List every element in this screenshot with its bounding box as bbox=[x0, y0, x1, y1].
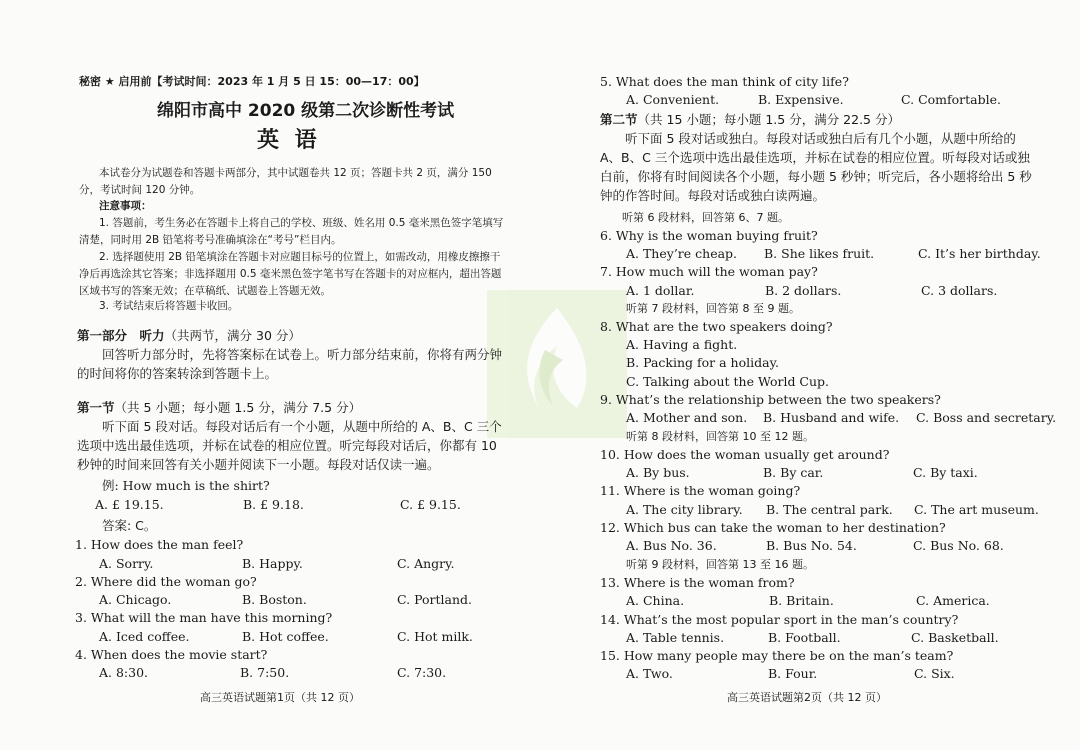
q12-option-a: A. Bus No. 36. bbox=[626, 538, 717, 553]
section1-title bbox=[77, 398, 361, 416]
q13-option-a: A. China. bbox=[626, 593, 685, 608]
q6-option-a: A. They’re cheap. bbox=[626, 246, 738, 261]
q8-option-a: A. Having a fight. bbox=[626, 337, 738, 352]
q7-option-a: A. 1 dollar. bbox=[626, 283, 695, 298]
material-9-note: 听第 9 段材料，回答第 13 至 16 题。 bbox=[626, 558, 814, 571]
q15-option-a: A. Two. bbox=[626, 666, 673, 681]
q14-option-c: C. Basketball. bbox=[911, 630, 999, 645]
q5-option-c: C. Comfortable. bbox=[901, 92, 1001, 107]
q2-option-a: A. Chicago. bbox=[99, 592, 172, 607]
q1-option-b: B. Happy. bbox=[242, 556, 303, 571]
intro-text: 本试卷分为试题卷和答题卡两部分，其中试题卷共 12 页；答题卡共 2 页，满分 150 分，考试时间 120 分钟。 bbox=[79, 167, 492, 196]
q11-option-a: A. The city library. bbox=[626, 502, 743, 517]
section2-instruction: 听下面 5 段对话或独白。每段对话或独白后有几个小题，从题中所给的 A、B、C 三个选项中选出最佳选项，并标在试卷的相应位置。听每段对话或独白前，你将有时间阅读各个小题，每小题 5 秒钟；听完后，各小题将给出 5 秒钟的作答时间。每段对话或独白读两遍。 bbox=[600, 131, 1032, 203]
q13-option-c: C. America. bbox=[916, 593, 990, 608]
question-9: 9. What’s the relationship between the two speakers? bbox=[600, 392, 941, 407]
q14-option-b: B. Football. bbox=[768, 630, 841, 645]
q9-option-a: A. Mother and son. bbox=[626, 410, 748, 425]
question-11: 11. Where is the woman going? bbox=[600, 483, 801, 498]
left-page bbox=[75, 0, 510, 750]
q1-option-c: C. Angry. bbox=[397, 556, 455, 571]
q9-option-c: C. Boss and secretary. bbox=[916, 410, 1057, 425]
example-answer: 答案: C。 bbox=[102, 518, 157, 533]
material-6-note: 听第 6 段材料，回答第 6、7 题。 bbox=[622, 211, 789, 224]
example-option-b: B. £ 9.18. bbox=[243, 497, 304, 512]
example-question: 例: How much is the shirt? bbox=[102, 478, 270, 493]
question-7: 7. How much will the woman pay? bbox=[600, 264, 818, 279]
question-10: 10. How does the woman usually get around? bbox=[600, 447, 890, 462]
note-1: 1. 答题前，考生务必在答题卡上将自己的学校、班级、姓名用 0.5 毫米黑色签字笔填写清楚，同时用 2B 铅笔将考号准确填涂在“考号”栏目内。 bbox=[79, 217, 504, 246]
q2-option-c: C. Portland. bbox=[397, 592, 472, 607]
question-3: 3. What will the man have this morning? bbox=[75, 610, 333, 625]
section2-title-bold: 第二节 bbox=[600, 112, 638, 127]
section1-instruction: 听下面 5 段对话。每段对话后有一个小题，从题中所给的 A、B、C 三个选项中选出最佳选项，并标在试卷的相应位置。听完每段对话后，你都有 10 秒钟的时间来回答有关小题并阅读下一小题。每段对话仅读一遍。 bbox=[77, 419, 502, 472]
right-page bbox=[600, 0, 1057, 750]
note-3: 3. 考试结束后将答题卡收回。 bbox=[99, 300, 239, 312]
question-8: 8. What are the two speakers doing? bbox=[600, 319, 833, 334]
section1-title-bold: 第一节 bbox=[77, 400, 115, 415]
section2-title-rest: （共 15 小题；每小题 1.5 分，满分 22.5 分） bbox=[637, 112, 900, 127]
q7-option-b: B. 2 dollars. bbox=[765, 283, 842, 298]
q7-option-c: C. 3 dollars. bbox=[921, 283, 998, 298]
question-4: 4. When does the movie start? bbox=[75, 647, 268, 662]
q5-option-b: B. Expensive. bbox=[758, 92, 844, 107]
q10-option-a: A. By bus. bbox=[626, 465, 690, 480]
part1-instruction: 回答听力部分时，先将答案标在试卷上。听力部分结束前，你将有两分钟的时间将你的答案转涂到答题卡上。 bbox=[77, 347, 503, 381]
example-option-c: C. £ 9.15. bbox=[400, 497, 461, 512]
q3-option-b: B. Hot coffee. bbox=[242, 629, 329, 644]
question-2: 2. Where did the woman go? bbox=[75, 574, 257, 589]
q6-option-b: B. She likes fruit. bbox=[764, 246, 875, 261]
q8-option-b: B. Packing for a holiday. bbox=[626, 355, 779, 370]
q11-option-c: C. The art museum. bbox=[914, 502, 1039, 517]
material-8-note: 听第 8 段材料，回答第 10 至 12 题。 bbox=[626, 430, 814, 443]
q3-option-a: A. Iced coffee. bbox=[99, 629, 190, 644]
q12-option-b: B. Bus No. 54. bbox=[766, 538, 857, 553]
footer-page-1: 高三英语试题第1页（共 12 页） bbox=[200, 691, 360, 704]
material-7-note: 听第 7 段材料，回答第 8 至 9 题。 bbox=[626, 302, 800, 315]
note-2: 2. 选择题使用 2B 铅笔填涂在答题卡对应题目标号的位置上，如需改动，用橡皮擦擦干净后再选涂其它答案；非选择题用 0.5 毫米黑色签字笔书写在答题卡的对应框内，超出答题区域书写的答案无效；在草稿纸、试题卷上答题无效。 bbox=[79, 251, 502, 297]
q10-option-c: C. By taxi. bbox=[913, 465, 978, 480]
section2-title bbox=[600, 110, 900, 128]
question-15: 15. How many people may there be on the man’s team? bbox=[600, 648, 954, 663]
q1-option-a: A. Sorry. bbox=[99, 556, 154, 571]
question-6: 6. Why is the woman buying fruit? bbox=[600, 228, 818, 243]
q15-option-c: C. Six. bbox=[914, 666, 955, 681]
confidential-line: 秘密 ★ 启用前【考试时间：2023 年 1 月 5 日 15：00—17：00】 bbox=[79, 75, 425, 88]
q5-option-a: A. Convenient. bbox=[626, 92, 720, 107]
question-12: 12. Which bus can take the woman to her destination? bbox=[600, 520, 946, 535]
q14-option-a: A. Table tennis. bbox=[626, 630, 725, 645]
notes-title: 注意事项： bbox=[99, 200, 152, 212]
q4-option-c: C. 7:30. bbox=[397, 665, 447, 680]
part1-title-rest: （共两节，满分 30 分） bbox=[164, 328, 301, 343]
section1-title-rest: （共 5 小题；每小题 1.5 分，满分 7.5 分） bbox=[114, 400, 362, 415]
question-1: 1. How does the man feel? bbox=[75, 537, 244, 552]
q12-option-c: C. Bus No. 68. bbox=[913, 538, 1004, 553]
q4-option-a: A. 8:30. bbox=[99, 665, 149, 680]
q11-option-b: B. The central park. bbox=[766, 502, 893, 517]
q13-option-b: B. Britain. bbox=[769, 593, 834, 608]
q3-option-c: C. Hot milk. bbox=[397, 629, 473, 644]
example-option-a: A. £ 19.15. bbox=[95, 497, 164, 512]
q9-option-b: B. Husband and wife. bbox=[763, 410, 900, 425]
question-14: 14. What’s the most popular sport in the man’s country? bbox=[600, 612, 959, 627]
question-13: 13. Where is the woman from? bbox=[600, 575, 795, 590]
q2-option-b: B. Boston. bbox=[242, 592, 307, 607]
exam-title: 绵阳市高中 2020 级第二次诊断性考试 bbox=[157, 101, 455, 121]
subject-title: 英 语 bbox=[257, 128, 321, 153]
q4-option-b: B. 7:50. bbox=[240, 665, 290, 680]
part1-title bbox=[77, 326, 301, 344]
question-5: 5. What does the man think of city life? bbox=[600, 74, 849, 89]
q10-option-b: B. By car. bbox=[763, 465, 824, 480]
q8-option-c: C. Talking about the World Cup. bbox=[626, 374, 830, 389]
footer-page-2: 高三英语试题第2页（共 12 页） bbox=[727, 691, 887, 704]
q15-option-b: B. Four. bbox=[768, 666, 818, 681]
part1-title-bold: 第一部分 听力 bbox=[77, 328, 165, 343]
q6-option-c: C. It’s her birthday. bbox=[918, 246, 1041, 261]
